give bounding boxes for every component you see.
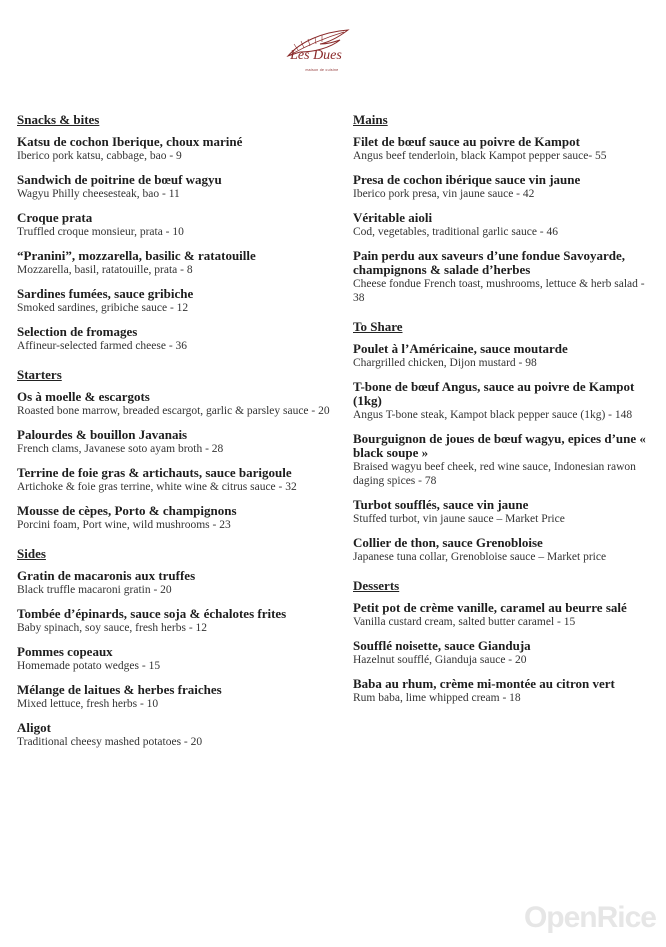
dish-name: Tombée d’épinards, sauce soja & échalotes frites — [17, 606, 287, 621]
menu-item — [17, 683, 335, 711]
menu-column-right — [353, 112, 648, 719]
dish-name: Terrine de foie gras & artichauts, sauce barigoule — [17, 465, 292, 480]
dish-name: Poulet à l’Américaine, sauce moutarde — [353, 341, 568, 356]
menu-item — [353, 536, 648, 564]
menu-item — [17, 325, 335, 353]
dish-name: Véritable aioli — [353, 210, 433, 225]
menu-item — [353, 677, 648, 705]
menu-item — [17, 428, 335, 456]
dish-name: Katsu de cochon Iberique, choux mariné — [17, 134, 243, 149]
menu-item — [353, 432, 648, 488]
dish-description: Hazelnut soufflé, Gianduja sauce - 20 — [353, 654, 527, 666]
menu-item — [17, 135, 335, 163]
dish-name: Collier de thon, sauce Grenobloise — [353, 535, 543, 550]
dish-description: Roasted bone marrow, breaded escargot, garlic & parsley sauce - 20 — [17, 405, 330, 417]
dish-description: Angus beef tenderloin, black Kampot pepper sauce- 55 — [353, 150, 607, 162]
menu-item — [17, 645, 335, 673]
menu-item — [17, 569, 335, 597]
menu-item — [17, 721, 335, 749]
dish-name: Soufflé noisette, sauce Gianduja — [353, 638, 531, 653]
menu-item — [353, 601, 648, 629]
dish-name: Os à moelle & escargots — [17, 389, 150, 404]
dish-name: Mélange de laitues & herbes fraiches — [17, 682, 222, 697]
menu-item — [17, 504, 335, 532]
dish-name: “Pranini”, mozzarella, basilic & ratatouille — [17, 248, 256, 263]
menu-item — [17, 607, 335, 635]
watermark-logo: OpenRice — [523, 901, 656, 934]
dish-description: Artichoke & foie gras terrine, white wine & citrus sauce - 32 — [17, 481, 297, 493]
dish-name: Petit pot de crème vanille, caramel au beurre salé — [353, 600, 627, 615]
dish-name: Palourdes & bouillon Javanais — [17, 427, 188, 442]
dish-description: Japanese tuna collar, Grenobloise sauce – Market price — [353, 551, 607, 563]
dish-description: Black truffle macaroni gratin - 20 — [17, 584, 172, 596]
dish-name: Turbot soufflés, sauce vin jaune — [353, 497, 529, 512]
menu-item — [353, 380, 648, 422]
dish-name: Filet de bœuf sauce au poivre de Kampot — [353, 134, 580, 149]
dish-description: Baby spinach, soy sauce, fresh herbs - 12 — [17, 622, 208, 634]
section-title: Sides — [17, 546, 46, 561]
dish-description: Porcini foam, Port wine, wild mushrooms - 23 — [17, 519, 231, 531]
menu-section-to-share — [353, 319, 648, 564]
dish-name: Presa de cochon ibérique sauce vin jaune — [353, 172, 581, 187]
section-title: Starters — [17, 367, 62, 382]
dish-description: Iberico pork katsu, cabbage, bao - 9 — [17, 150, 182, 162]
brand-name: Les Dues — [290, 48, 342, 63]
brand-tagline: maison de cuisine — [305, 68, 339, 72]
dish-name: Baba au rhum, crème mi-montée au citron vert — [353, 676, 615, 691]
section-title: To Share — [353, 319, 403, 334]
dish-name: Aligot — [17, 720, 51, 735]
dish-description: Cod, vegetables, traditional garlic sauce - 46 — [353, 226, 559, 238]
dish-description: Truffled croque monsieur, prata - 10 — [17, 226, 184, 238]
menu-item — [17, 211, 335, 239]
dish-description: Affineur-selected farmed cheese - 36 — [17, 340, 188, 352]
dish-description: Iberico pork presa, vin jaune sauce - 42 — [353, 188, 535, 200]
dish-description: Stuffed turbot, vin jaune sauce – Market Price — [353, 513, 565, 525]
dish-description: Traditional cheesy mashed potatoes - 20 — [17, 736, 203, 748]
menu-item — [17, 173, 335, 201]
menu-item — [17, 390, 335, 418]
dish-name: Mousse de cèpes, Porto & champignons — [17, 503, 237, 518]
menu-section-starters — [17, 367, 335, 532]
menu-section-mains — [353, 112, 648, 305]
menu-column-left — [17, 112, 335, 763]
menu-section-snacks-bites — [17, 112, 335, 353]
menu-item — [17, 466, 335, 494]
dish-description: Wagyu Philly cheesesteak, bao - 11 — [17, 188, 180, 200]
dish-description: Smoked sardines, gribiche sauce - 12 — [17, 302, 189, 314]
menu-item — [353, 211, 648, 239]
dish-name: Sandwich de poitrine de bœuf wagyu — [17, 172, 222, 187]
menu-item — [353, 135, 648, 163]
dish-description: Cheese fondue French toast, mushrooms, lettuce & herb salad - 38 — [353, 278, 645, 304]
dish-name: Gratin de macaronis aux truffes — [17, 568, 196, 583]
menu-item — [17, 249, 335, 277]
menu-section-desserts — [353, 578, 648, 705]
section-title: Desserts — [353, 578, 400, 593]
dish-description: Angus T-bone steak, Kampot black pepper sauce (1kg) - 148 — [353, 409, 633, 421]
dish-name: Croque prata — [17, 210, 93, 225]
dish-description: Mozzarella, basil, ratatouille, prata - 8 — [17, 264, 193, 276]
section-title: Mains — [353, 112, 388, 127]
dish-name: Pommes copeaux — [17, 644, 113, 659]
menu-item — [17, 287, 335, 315]
dish-name: T-bone de bœuf Angus, sauce au poivre de Kampot (1kg) — [353, 379, 635, 408]
section-title: Snacks & bites — [17, 112, 100, 127]
dish-description: Vanilla custard cream, salted butter caramel - 15 — [353, 616, 576, 628]
dish-description: Homemade potato wedges - 15 — [17, 660, 161, 672]
menu-item — [353, 639, 648, 667]
dish-name: Sardines fumées, sauce gribiche — [17, 286, 194, 301]
brand-logo — [270, 22, 360, 78]
menu-item — [353, 342, 648, 370]
dish-description: Mixed lettuce, fresh herbs - 10 — [17, 698, 159, 710]
menu-section-sides — [17, 546, 335, 749]
menu-item — [353, 249, 648, 305]
menu-item — [353, 173, 648, 201]
menu-item — [353, 498, 648, 526]
dish-description: Braised wagyu beef cheek, red wine sauce, Indonesian rawon daging spices - 78 — [353, 461, 636, 487]
dish-name: Selection de fromages — [17, 324, 138, 339]
dish-name: Pain perdu aux saveurs d’une fondue Savoyarde, champignons & salade d’herbes — [353, 248, 625, 277]
dish-name: Bourguignon de joues de bœuf wagyu, epices d’une « black soupe » — [353, 431, 646, 460]
dish-description: French clams, Javanese soto ayam broth - 28 — [17, 443, 224, 455]
dish-description: Rum baba, lime whipped cream - 18 — [353, 692, 521, 704]
dish-description: Chargrilled chicken, Dijon mustard - 98 — [353, 357, 537, 369]
